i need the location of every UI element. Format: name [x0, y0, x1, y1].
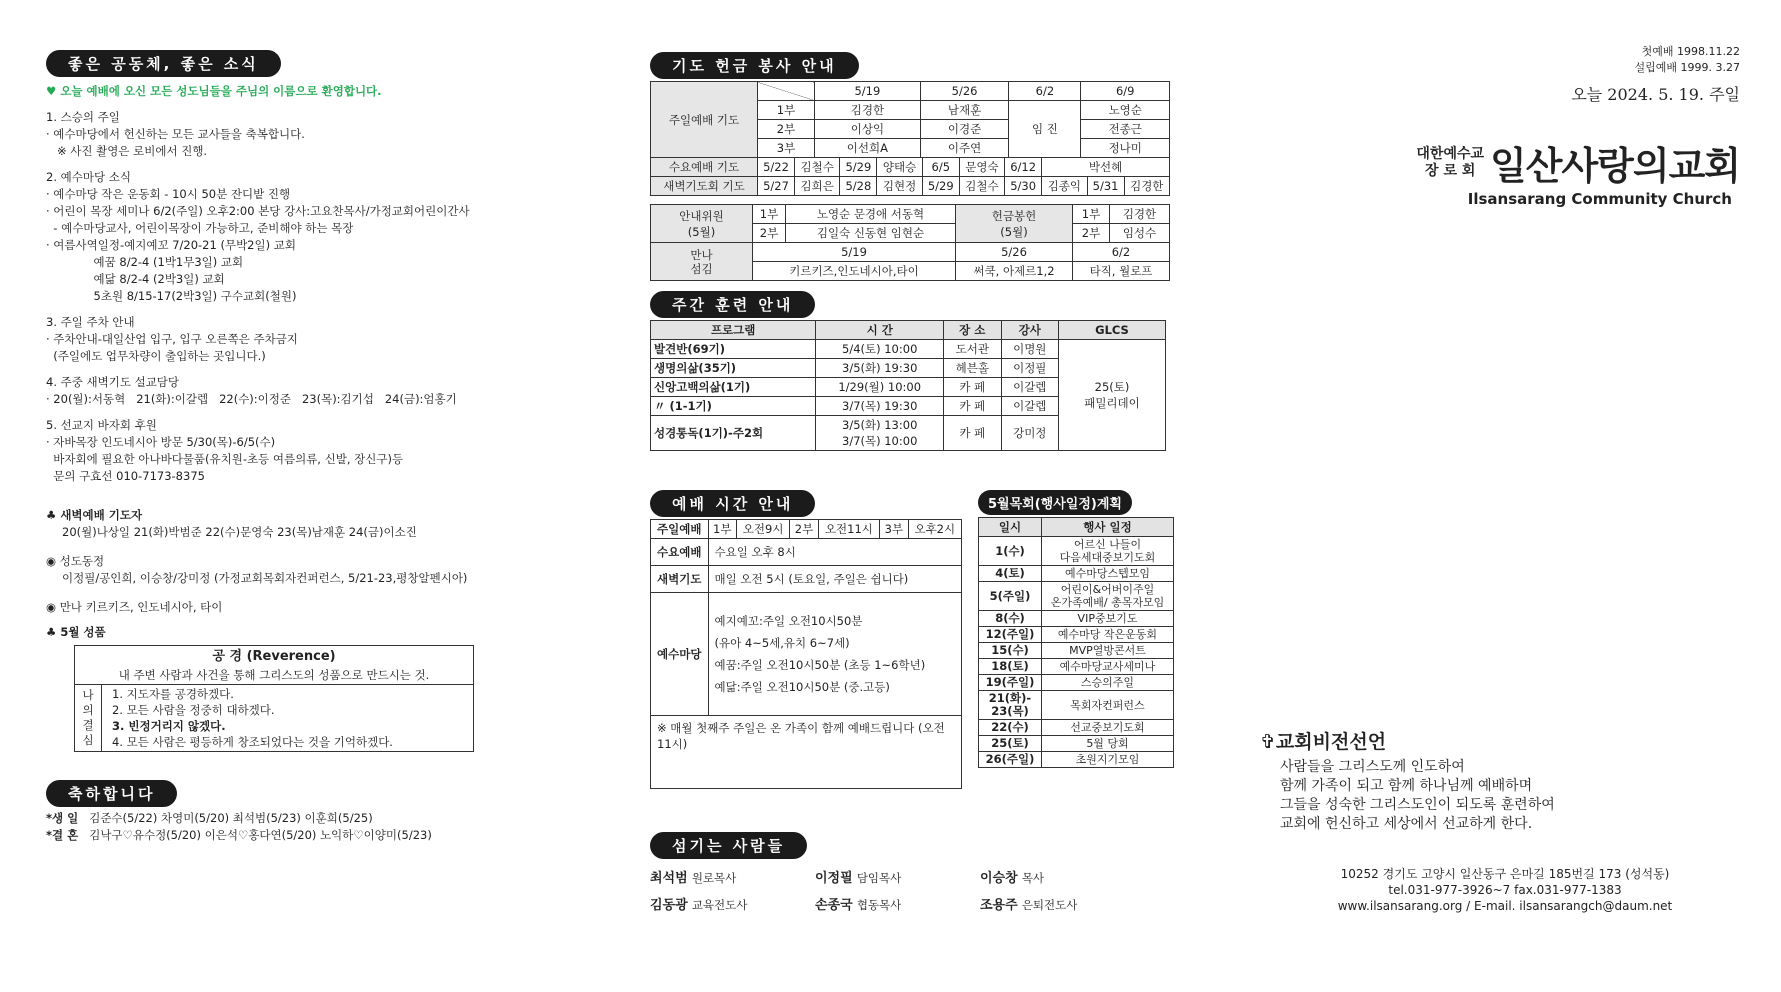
table-row — [979, 643, 1174, 659]
manna-value: 키르키즈,인도네시아,타이 — [753, 262, 956, 281]
congrats-heading: 축하합니다 — [46, 780, 177, 807]
news-item — [46, 314, 606, 365]
prayer-cell: 이선희A — [815, 139, 921, 158]
weekday-prayer-table — [650, 157, 1170, 196]
wednesday-row — [651, 158, 1170, 177]
may-event: MVP열방콘서트 — [1042, 643, 1174, 659]
may-event: 선교중보기도회 — [1042, 720, 1174, 736]
reverence-table — [74, 645, 474, 752]
vision-line: 사람들을 그리스도께 인도하여 — [1280, 759, 1465, 775]
worship-note-row — [651, 716, 962, 789]
server-role: 협동목사 — [856, 898, 902, 912]
training-cell: 카 페 — [944, 416, 1001, 451]
resolution-item: 4. 모든 사람은 평등하게 창조되었다는 것을 기억하겠다. — [112, 735, 393, 749]
wednesday-cell: 6/12 — [1005, 158, 1042, 177]
news-line: (주일에도 업무차량이 출입하는 곳입니다.) — [46, 349, 266, 363]
guide-part: 2부 — [753, 224, 786, 243]
training-cell: 성경통독(1기)-주2회 — [651, 416, 816, 451]
wednesday-cell: 문영숙 — [959, 158, 1004, 177]
mani-line: ◉ 만나 키르키즈, 인도네시아, 타이 — [46, 600, 223, 614]
news-line: 5초원 8/15-17(2박3일) 구수교회(철원) — [46, 289, 297, 303]
worship-cell: 오전9시 — [736, 520, 789, 539]
may-date: 8(수) — [979, 611, 1042, 627]
prayer-cell: 노영순 — [1081, 101, 1170, 120]
church-logo — [1240, 135, 1740, 190]
side-char: 나 — [82, 688, 94, 702]
news-line: · 주차안내-대일산업 입구, 입구 오른쪽은 주차금지 — [46, 332, 298, 346]
may-event: 5월 당회 — [1042, 736, 1174, 752]
training-cell: 이갈렙 — [1001, 397, 1058, 416]
table-row — [979, 691, 1174, 720]
date-header: 5/19 — [815, 82, 921, 101]
resolution-label — [75, 685, 102, 752]
news-heading: 좋은 공동체, 좋은 소식 — [46, 50, 281, 77]
training-cell: 이정필 — [1001, 359, 1058, 378]
resolution-item: 1. 지도자를 공경하겠다. — [112, 687, 234, 701]
side-char: 의 — [82, 703, 94, 717]
training-cell: 〃 (1-1기) — [651, 397, 816, 416]
may-date: 18(토) — [979, 659, 1042, 675]
prayer-line: 20(월)나상일 21(화)박범준 22(수)문영숙 23(목)남재훈 24(금)이소진 — [62, 525, 417, 539]
worship-yesu-row — [651, 593, 962, 716]
church-name-en: Ilsansarang Community Church — [1467, 190, 1732, 208]
address: 10252 경기도 고양시 일산동구 은마길 185번길 173 (성석동) — [1340, 867, 1670, 881]
dawn-cell: 김철수 — [959, 177, 1004, 196]
church-name: 일산사랑의교회 — [1490, 144, 1740, 188]
news-line: - 예수마당교사, 어린이목장이 가능하고, 준비해야 하는 목장 — [46, 221, 354, 235]
training-cell: 3/5(화) 19:30 — [816, 359, 944, 378]
dawn-label: 새벽기도회 기도 — [651, 177, 758, 196]
prayer-cell: 전종근 — [1081, 120, 1170, 139]
server-item — [650, 894, 815, 913]
training-cell: 신앙고백의삶(1기) — [651, 378, 816, 397]
table-row — [979, 659, 1174, 675]
side-char: 심 — [82, 733, 94, 747]
may-date: 26(주일) — [979, 752, 1042, 768]
table-row — [979, 736, 1174, 752]
training-head-cell: GLCS — [1059, 321, 1166, 340]
wedding-text: 김낙구♡유수정(5/20) 이은석♡홍다연(5/20) 노익하♡이양미(5/23) — [89, 828, 432, 842]
founding-dates — [1240, 44, 1740, 76]
part-label: 3부 — [758, 139, 815, 158]
servers-block — [650, 832, 1170, 913]
part-label: 1부 — [758, 101, 815, 120]
news-line: · 예수마당 작은 운동회 - 10시 50분 잔디밭 진행 — [46, 187, 291, 201]
vision-block — [1260, 727, 1660, 834]
fruit-title: ♣ 5월 성품 — [46, 625, 106, 639]
worship-heading: 예배 시간 안내 — [650, 490, 815, 517]
may-date: 5(주일) — [979, 582, 1042, 611]
vision-line: 함께 가족이 되고 함께 하나님께 예배하며 — [1280, 778, 1533, 794]
wednesday-cell: 양태승 — [877, 158, 922, 177]
servers-heading: 섬기는 사람들 — [650, 832, 807, 859]
training-cell: 5/4(토) 10:00 — [816, 340, 944, 359]
training-cell: 이명원 — [1001, 340, 1058, 359]
birthday-label: *생 일 — [46, 811, 79, 825]
worship-cell: 매일 오전 5시 (토요일, 주일은 쉽니다) — [708, 566, 961, 593]
status-section — [46, 553, 606, 587]
news-line: 바자회에 필요한 아나바다물품(유치원-초등 여름의류, 신발, 장신구)등 — [46, 452, 404, 466]
may-date: 22(수) — [979, 720, 1042, 736]
server-name: 조용주 — [980, 898, 1018, 913]
dawn-cell: 5/31 — [1087, 177, 1124, 196]
table-row — [979, 627, 1174, 643]
welcome-line: ♥ 오늘 예배에 오신 모든 성도님들을 주님의 이름으로 환영합니다. — [46, 84, 382, 98]
dawn-cell: 5/27 — [758, 177, 795, 196]
server-role: 교육전도사 — [691, 898, 748, 912]
may-event: 스승의주일 — [1042, 675, 1174, 691]
news-title: 1. 스승의 주일 — [46, 110, 120, 124]
table-row — [979, 720, 1174, 736]
training-head-cell: 시 간 — [816, 321, 944, 340]
may-event: 어린이&어버이주일 온가족예배/ 총목자모임 — [1042, 582, 1174, 611]
reverence-title: 공 경 (Reverence) — [75, 646, 474, 667]
worship-cell: 2부 — [790, 520, 818, 539]
worship-cell: 오전11시 — [818, 520, 879, 539]
news-line: · 예수마당에서 헌신하는 모든 교사들을 축복합니다. — [46, 127, 305, 141]
may-event: 예수마당교사세미나 — [1042, 659, 1174, 675]
training-table — [650, 320, 1166, 451]
website-email: www.ilsansarang.org / E-mail. ilsansarangch@daum.net — [1337, 899, 1673, 913]
sunday-prayer-label: 주일예배 기도 — [651, 82, 758, 158]
dawn-row — [651, 177, 1170, 196]
today-date: 오늘 2024. 5. 19. 주일 — [1571, 85, 1740, 104]
guide-names: 노영순 문경애 서동혁 — [786, 205, 956, 224]
may-head: 일시 — [979, 518, 1042, 537]
guide-part: 1부 — [753, 205, 786, 224]
training-cell: 생명의삶(35기) — [651, 359, 816, 378]
right-column — [1240, 44, 1740, 913]
first-worship-date: 첫예배 1998.11.22 — [1641, 45, 1740, 58]
server-role: 은퇴전도사 — [1021, 898, 1078, 912]
training-head-cell: 장 소 — [944, 321, 1001, 340]
left-column — [46, 50, 606, 844]
table-row — [979, 582, 1174, 611]
may-date: 21(화)- 23(목) — [979, 691, 1042, 720]
wednesday-label: 수요예배 기도 — [651, 158, 758, 177]
guide-names: 김일숙 신동현 임현순 — [786, 224, 956, 243]
worship-table — [650, 519, 962, 789]
date-header: 6/2 — [1009, 82, 1081, 101]
resolution-item: 3. 빈정거리지 않겠다. — [112, 719, 226, 733]
middle-column — [650, 52, 1170, 913]
offering-label: 헌금봉헌 (5월) — [956, 205, 1073, 243]
offering-part: 1부 — [1073, 205, 1110, 224]
news-title: 3. 주일 주차 안내 — [46, 315, 135, 329]
may-date: 4(토) — [979, 566, 1042, 582]
may-date: 25(토) — [979, 736, 1042, 752]
server-name: 최석범 — [650, 871, 688, 886]
denomination-line: 장 로 회 — [1425, 162, 1476, 179]
dawn-cell: 김종익 — [1042, 177, 1087, 196]
may-date: 12(주일) — [979, 627, 1042, 643]
birthday-row — [46, 810, 606, 827]
yesu-line: (유아 4~5세,유치 6~7세) — [714, 636, 850, 650]
table-row — [979, 675, 1174, 691]
training-cell: 3/5(화) 13:00 3/7(목) 10:00 — [816, 416, 944, 451]
contact-block — [1280, 866, 1730, 914]
guide-offering-table — [650, 204, 1170, 281]
table-row — [979, 566, 1174, 582]
manna-label: 만나 섬김 — [651, 243, 753, 281]
may-head: 행사 일정 — [1042, 518, 1174, 537]
training-cell: 카 페 — [944, 397, 1001, 416]
news-line: 예꿈 8/2-4 (1박1무3일) 교회 — [46, 255, 244, 269]
server-item — [980, 894, 1145, 913]
news-item — [46, 417, 606, 485]
worship-cell: 오후2시 — [908, 520, 961, 539]
server-name: 손종국 — [815, 898, 853, 913]
worship-cell: 수요일 오후 8시 — [708, 539, 961, 566]
news-item — [46, 374, 606, 408]
news-line: 예닮 8/2-4 (2박3일) 교회 — [46, 272, 225, 286]
table-row — [979, 611, 1174, 627]
denomination-line: 대한예수교 — [1416, 145, 1485, 162]
training-cell: 도서관 — [944, 340, 1001, 359]
vision-line: 교회에 헌신하고 세상에서 선교하게 한다. — [1280, 816, 1533, 832]
training-cell: 발견반(69기) — [651, 340, 816, 359]
manna-value: 타직, 월로프 — [1073, 262, 1170, 281]
training-heading: 주간 훈련 안내 — [650, 291, 815, 318]
date-header: 6/9 — [1081, 82, 1170, 101]
news-line: · 어린이 목장 세미나 6/2(주일) 오후2:00 본당 강사:고요찬목사/가정교회어린이간사 — [46, 204, 470, 218]
news-line: ※ 사진 촬영은 로비에서 진행. — [46, 144, 208, 158]
may-event: 예수마당스텝모임 — [1042, 566, 1174, 582]
news-item — [46, 109, 606, 160]
yesu-line: 예꿈:주일 오전10시50분 (초등 1~6학년) — [714, 658, 926, 672]
training-cell: 강미정 — [1001, 416, 1058, 451]
news-title: 4. 주중 새벽기도 설교담당 — [46, 375, 180, 389]
news-title: 2. 예수마당 소식 — [46, 170, 131, 184]
news-title: 5. 선교지 바자회 후원 — [46, 418, 157, 432]
manna-value: 써쿡, 아제르1,2 — [956, 262, 1073, 281]
worship-cell: 주일예배 — [651, 520, 709, 539]
vision-title: ✞교회비전선언 — [1260, 731, 1387, 753]
manna-date: 5/26 — [956, 243, 1073, 262]
status-line: 이정필/공인희, 이승창/강미정 (가정교회목회자컨퍼런스, 5/21-23,평창알펜시아) — [62, 571, 468, 585]
server-item — [815, 867, 980, 886]
may-date: 15(수) — [979, 643, 1042, 659]
server-name: 김동광 — [650, 898, 688, 913]
wednesday-cell: 박선혜 — [1042, 158, 1170, 177]
server-item — [980, 867, 1145, 886]
date-header: 5/26 — [920, 82, 1009, 101]
prayer-cell: 정나미 — [1081, 139, 1170, 158]
duty-heading: 기도 헌금 봉사 안내 — [650, 52, 859, 79]
servers-grid — [650, 867, 1170, 913]
birthday-text: 김준수(5/22) 차영미(5/20) 최석범(5/23) 이훈희(5/25) — [89, 811, 373, 825]
server-item — [815, 894, 980, 913]
training-header-row — [651, 321, 1166, 340]
wedding-label: *결 혼 — [46, 828, 79, 842]
may-plan-body — [979, 537, 1174, 768]
may-event: 초원지기모임 — [1042, 752, 1174, 768]
server-role: 담임목사 — [856, 871, 902, 885]
training-cell: 헤븐홀 — [944, 359, 1001, 378]
guide-label: 안내위원 (5월) — [651, 205, 753, 243]
worship-dawn-row — [651, 566, 962, 593]
yesu-label: 예수마당 — [651, 593, 709, 716]
table-row — [651, 340, 1166, 359]
denomination — [1416, 146, 1484, 180]
congrats-section — [46, 780, 606, 844]
wednesday-cell: 6/5 — [922, 158, 959, 177]
dawn-cell: 김희은 — [794, 177, 839, 196]
worship-cell: 수요예배 — [651, 539, 709, 566]
founding-date: 설립예배 1999. 3.27 — [1634, 61, 1740, 74]
diagonal-cell — [758, 82, 815, 101]
worship-sunday-row — [651, 520, 962, 539]
table-row — [979, 537, 1174, 566]
server-role: 목사 — [1021, 871, 1045, 885]
training-head-cell: 프로그램 — [651, 321, 816, 340]
status-title: ◉ 성도동정 — [46, 554, 105, 568]
manna-date: 5/19 — [753, 243, 956, 262]
may-date: 1(수) — [979, 537, 1042, 566]
prayer-cell-merged: 임 진 — [1009, 101, 1081, 158]
may-event: 목회자컨퍼런스 — [1042, 691, 1174, 720]
news-line: · 여름사역일정-예지예꼬 7/20-21 (무박2일) 교회 — [46, 238, 296, 252]
dawn-cell: 김경한 — [1124, 177, 1169, 196]
server-name: 이정필 — [815, 871, 853, 886]
may-event: 예수마당 작은운동회 — [1042, 627, 1174, 643]
training-cell: 카 페 — [944, 378, 1001, 397]
training-cell: 3/7(목) 19:30 — [816, 397, 944, 416]
yesu-line: 예지예꼬:주일 오전10시50분 — [714, 614, 863, 628]
table-row — [979, 752, 1174, 768]
training-cell: 1/29(월) 10:00 — [816, 378, 944, 397]
dawn-cell: 5/30 — [1005, 177, 1042, 196]
may-date: 19(주일) — [979, 675, 1042, 691]
prayer-title: ♣ 새벽예배 기도자 — [46, 508, 143, 522]
offering-part: 2부 — [1073, 224, 1110, 243]
offering-name: 임성수 — [1110, 224, 1170, 243]
yesu-line: 예닮:주일 오전10시50분 (중.고등) — [714, 680, 890, 694]
news-item — [46, 169, 606, 305]
yesu-detail — [708, 593, 961, 716]
wednesday-cell: 5/22 — [758, 158, 795, 177]
prayer-section — [46, 507, 606, 541]
side-char: 결 — [82, 718, 94, 732]
news-line: · 20(월):서동혁 21(화):이갈렙 22(수):이정준 23(목):김기섭 24(금):엄홍기 — [46, 392, 457, 406]
duty-table — [650, 81, 1170, 158]
dawn-cell: 5/28 — [840, 177, 877, 196]
prayer-cell: 남재훈 — [920, 101, 1009, 120]
dawn-cell: 김현정 — [877, 177, 922, 196]
server-item — [650, 867, 815, 886]
resolution-item: 2. 모든 사람을 정중히 대하겠다. — [112, 703, 275, 717]
may-plan-heading: 5월목회(행사일정)계획 — [978, 490, 1132, 515]
offering-name: 김경한 — [1110, 205, 1170, 224]
may-plan-table — [978, 517, 1174, 768]
news-line: 문의 구효선 010-7173-8375 — [46, 469, 205, 483]
phone-fax: tel.031-977-3926~7 fax.031-977-1383 — [1388, 883, 1622, 897]
prayer-cell: 이주연 — [920, 139, 1009, 158]
reverence-subtitle: 내 주변 사람과 사건을 통해 그리스도의 성품으로 만드시는 것. — [75, 666, 474, 685]
vision-line: 그들을 성숙한 그리스도인이 되도록 훈련하여 — [1280, 797, 1555, 813]
news-line: · 자바목장 인도네시아 방문 5/30(목)-6/5(수) — [46, 435, 276, 449]
prayer-cell: 김경한 — [815, 101, 921, 120]
worship-cell: 새벽기도 — [651, 566, 709, 593]
worship-note: ※ 매월 첫째주 주일은 온 가족이 함께 예배드립니다 (오전 11시) — [651, 716, 962, 789]
may-plan-block — [978, 490, 1174, 768]
worship-cell: 3부 — [880, 520, 908, 539]
wednesday-cell: 김철수 — [794, 158, 839, 177]
training-cell: 이갈렙 — [1001, 378, 1058, 397]
prayer-cell: 이상익 — [815, 120, 921, 139]
dawn-cell: 5/29 — [922, 177, 959, 196]
news-list — [46, 109, 606, 485]
worship-wed-row — [651, 539, 962, 566]
resolution-list — [102, 685, 474, 752]
glcs-cell: 25(토) 패밀리데이 — [1059, 340, 1166, 451]
training-body — [651, 340, 1166, 451]
vision-text — [1280, 758, 1660, 834]
wedding-row — [46, 827, 606, 844]
worship-cell: 1부 — [708, 520, 736, 539]
server-role: 원로목사 — [691, 871, 737, 885]
may-event: 어르신 나들이 다음세대중보기도회 — [1042, 537, 1174, 566]
manna-date: 6/2 — [1073, 243, 1170, 262]
prayer-cell: 이경준 — [920, 120, 1009, 139]
server-name: 이승창 — [980, 871, 1018, 886]
training-head-cell: 강사 — [1001, 321, 1058, 340]
part-label: 2부 — [758, 120, 815, 139]
may-event: VIP중보기도 — [1042, 611, 1174, 627]
wednesday-cell: 5/29 — [840, 158, 877, 177]
worship-block — [650, 490, 970, 789]
